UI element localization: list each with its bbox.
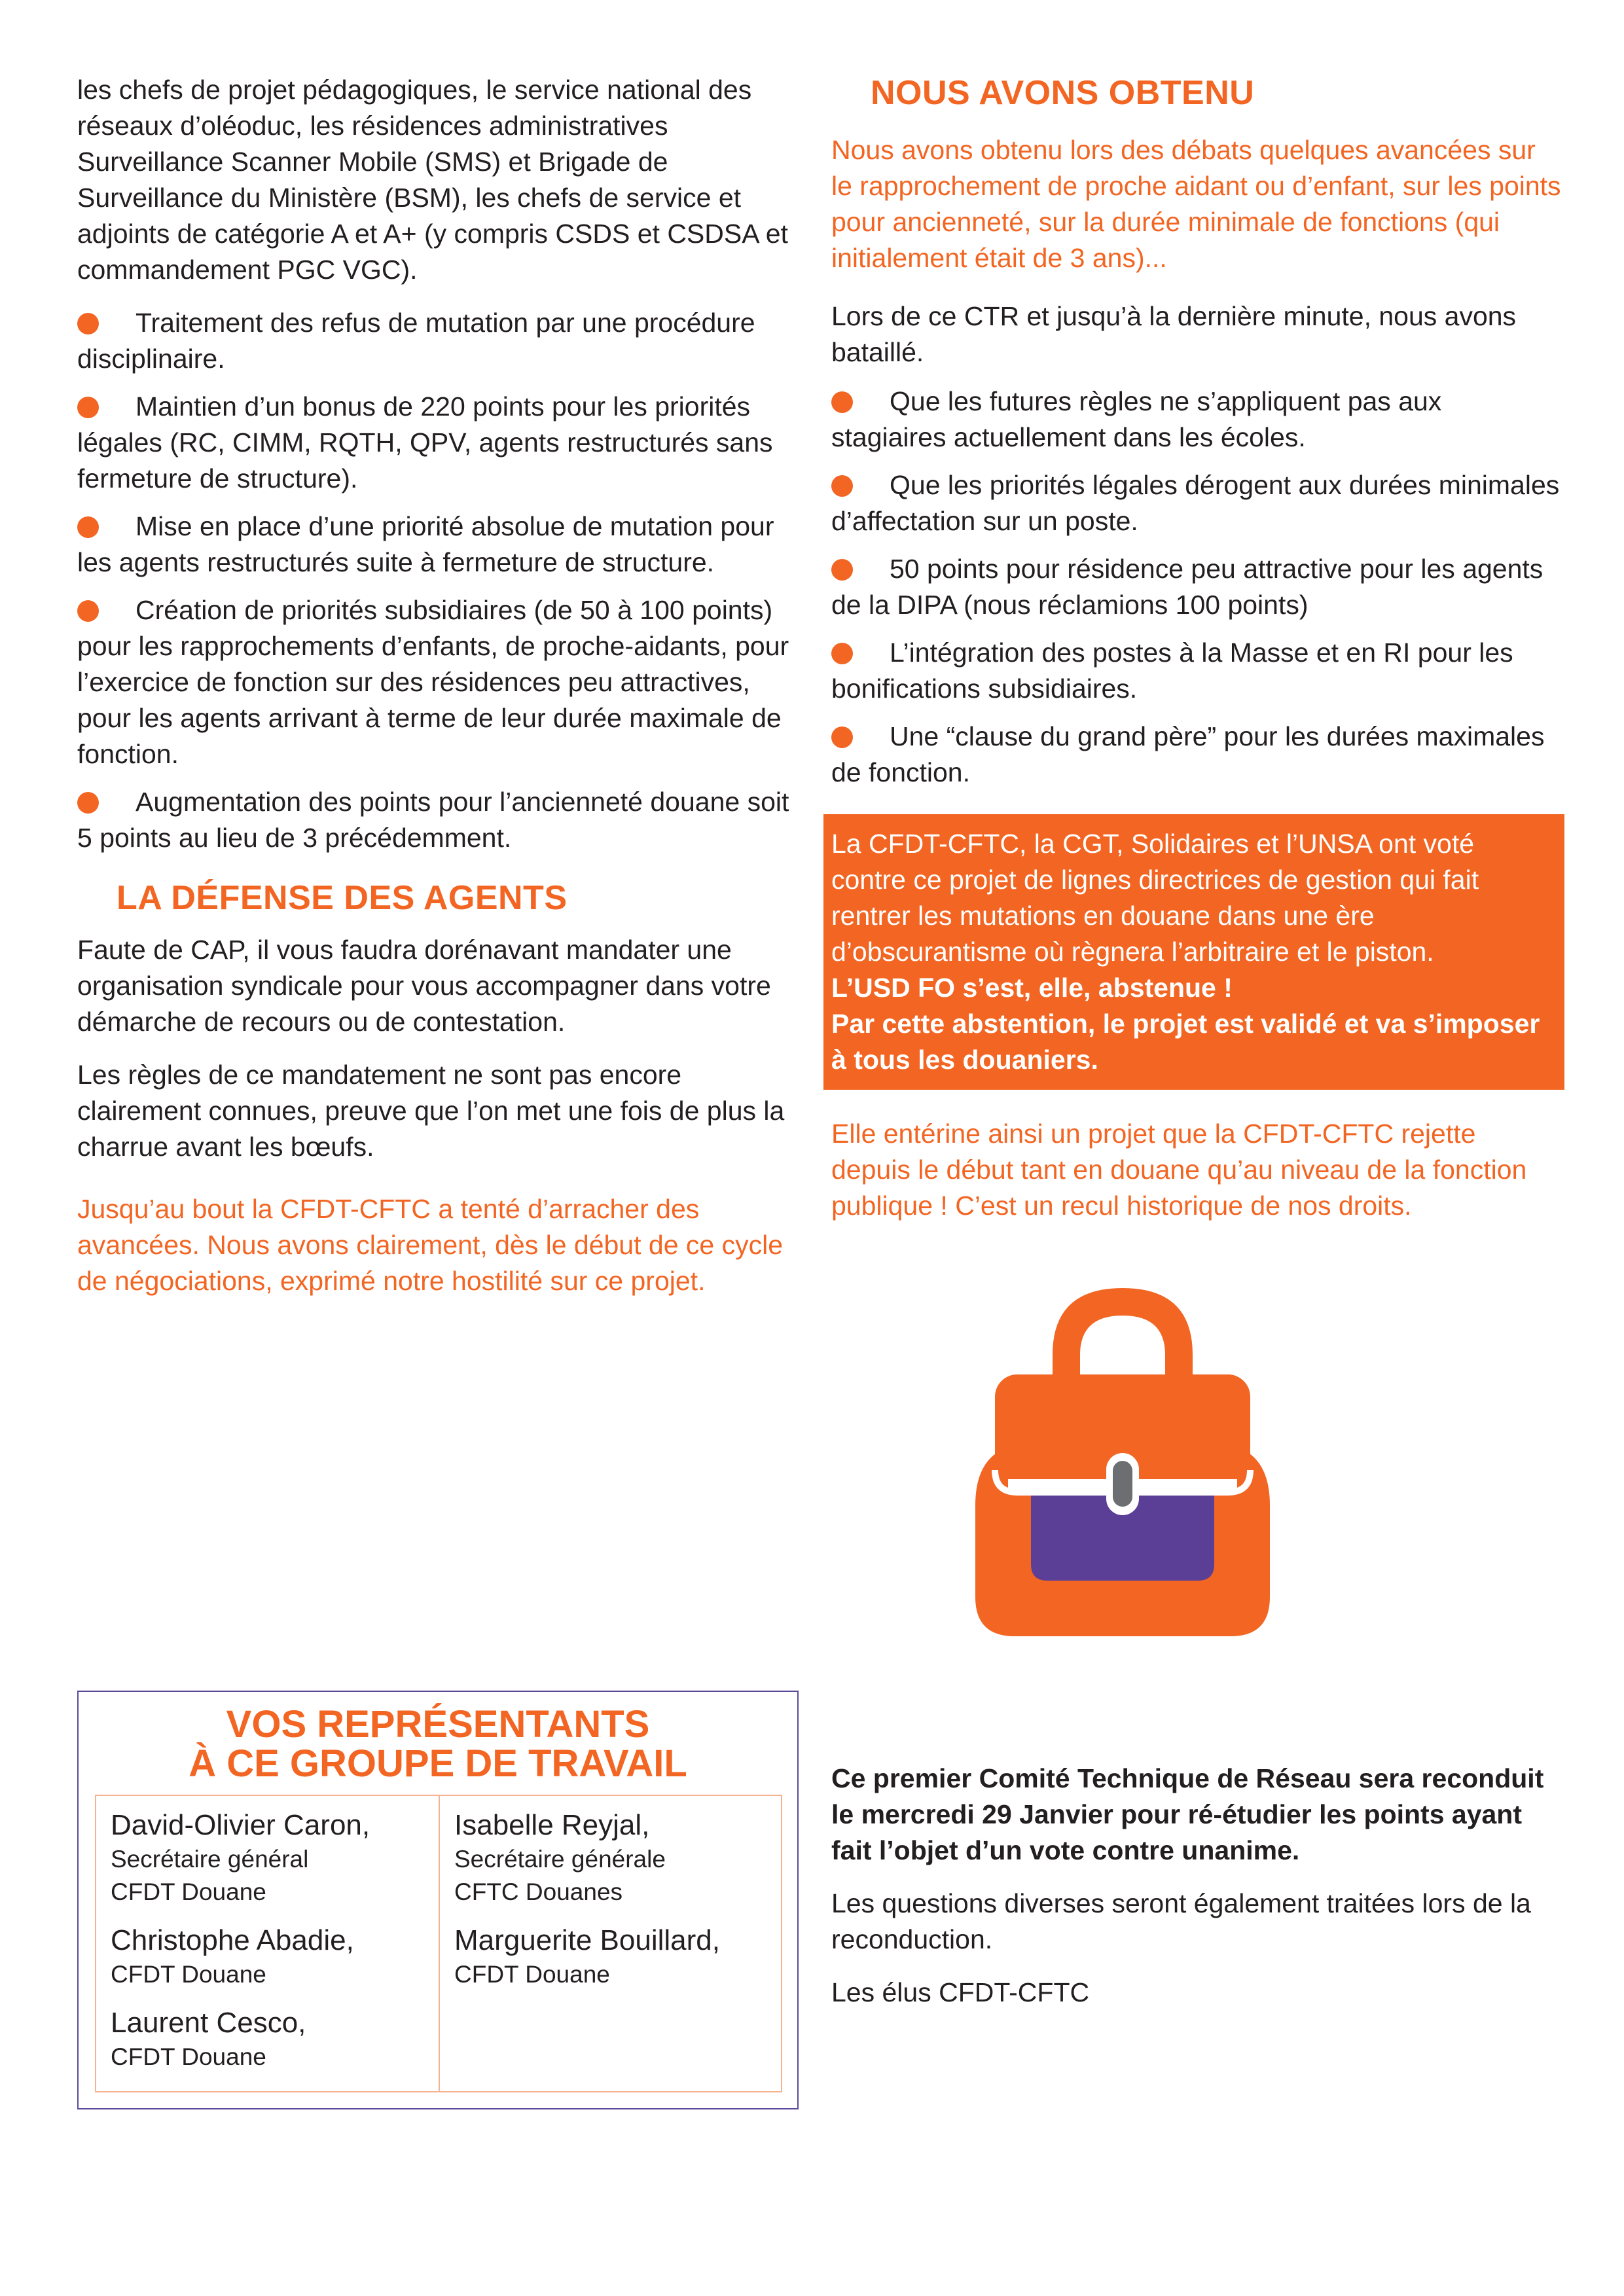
section-title-defense: LA DÉFENSE DES AGENTS [117, 879, 568, 917]
bullet-dot-icon [77, 516, 99, 538]
list-item-text: Que les futures règles ne s’appliquent pas aux stagiaires actuellement dans les écoles. [831, 386, 1442, 452]
backpack-illustration [969, 1283, 1276, 1649]
bullet-dot-icon [831, 391, 853, 413]
bullet-dot-icon [77, 792, 99, 814]
representatives-title-line-2: À CE GROUPE DE TRAVAIL [189, 1742, 687, 1785]
list-item-text: 50 points pour résidence peu attractive pour les agents de la DIPA (nous réclamions 100 points) [831, 554, 1543, 620]
after-callout-paragraph: Elle entérine ainsi un projet que la CFDT-CFTC rejette depuis le début tant en douane qu’au niveau de la fonction publique ! C’est un recul historique de nos droits. [831, 1119, 1527, 1221]
representative-name: David-Olivier Caron, [111, 1809, 370, 1841]
representative-org: CFDT Douane [454, 1961, 610, 1988]
list-item [77, 592, 797, 772]
representative [111, 1923, 424, 1991]
list-item-text: L’intégration des postes à la Masse et en RI pour les bonifications subsidiaires. [831, 637, 1513, 704]
closing-signature: Les élus CFDT-CFTC [831, 1977, 1090, 2007]
defense-paragraph-2: Les règles de ce mandatement ne sont pas encore clairement connues, preuve que l’on met une fois de plus la charrue avant les bœufs. [77, 1060, 785, 1162]
representative-name: Christophe Abadie, [111, 1924, 354, 1956]
list-item [831, 551, 1561, 623]
list-item [77, 509, 797, 581]
backpack-icon [969, 1283, 1276, 1649]
representatives-title [79, 1705, 797, 1784]
representatives-box [77, 1691, 799, 2109]
representatives-table [95, 1795, 782, 2092]
bullet-dot-icon [831, 559, 853, 581]
list-item-text: Maintien d’un bonus de 220 points pour les priorités légales (RC, CIMM, RQTH, QPV, agents restructurés sans fermeture de structure). [77, 391, 773, 493]
representative-role: Secrétaire général [111, 1846, 309, 1873]
bullet-dot-icon [77, 313, 99, 334]
list-item-text: Mise en place d’une priorité absolue de mutation pour les agents restructurés suite à fermeture de structure. [77, 511, 774, 577]
representative-name: Isabelle Reyjal, [454, 1809, 650, 1841]
bullet-dot-icon [831, 643, 853, 664]
representative-org: CFDT Douane [111, 2043, 266, 2070]
list-item [77, 389, 797, 497]
bullet-dot-icon [77, 600, 99, 622]
representative-role: Secrétaire générale [454, 1846, 666, 1873]
representative-org: CFTC Douanes [454, 1878, 623, 1905]
list-item [831, 384, 1561, 456]
right-column [831, 72, 1561, 1241]
representative [111, 2005, 424, 2073]
bullet-dot-icon [831, 726, 853, 748]
list-item-text: Que les priorités légales dérogent aux durées minimales d’affectation sur un poste. [831, 470, 1560, 536]
representative-org: CFDT Douane [111, 1961, 266, 1988]
list-item [831, 635, 1561, 707]
callout-bold-1: L’USD FO s’est, elle, abstenue ! [831, 973, 1233, 1003]
list-item-text: Augmentation des points pour l’ancienneté douane soit 5 points au lieu de 3 précédemment. [77, 787, 789, 853]
list-item [831, 467, 1561, 539]
list-item-text: Traitement des refus de mutation par une procédure disciplinaire. [77, 308, 755, 374]
intro-paragraph: les chefs de projet pédagogiques, le service national des réseaux d’oléoduc, les résidences administratives Surveillance Scanner Mobile (SMS) et Brigade de Surveillance du Ministère (BSM), les chefs de service et adjoints de catégorie A et A+ (y compris CSDS et CSDSA et commandement PGC VGC). [77, 75, 788, 285]
closing-bold-paragraph: Ce premier Comité Technique de Réseau sera reconduit le mercredi 29 Janvier pour ré-étudier les points ayant fait l’objet d’un vote contre unanime. [831, 1763, 1544, 1865]
representative-name: Laurent Cesco, [111, 2007, 306, 2039]
left-column [77, 72, 797, 1316]
representatives-column-left [96, 1796, 439, 2091]
closing-section [831, 1761, 1561, 2028]
representatives-title-line-1: VOS REPRÉSENTANTS [226, 1703, 650, 1746]
list-item-text: Une “clause du grand père” pour les durées maximales de fonction. [831, 721, 1545, 787]
vote-callout [823, 814, 1564, 1090]
defense-paragraph-1: Faute de CAP, il vous faudra dorénavant mandater une organisation syndicale pour vous accompagner dans votre démarche de recours ou de contestation. [77, 935, 771, 1037]
representative [454, 1808, 767, 1909]
defense-paragraph-3: Jusqu’au bout la CFDT-CFTC a tenté d’arracher des avancées. Nous avons clairement, dès le début de ce cycle de négociations, exprimé notre hostilité sur ce projet. [77, 1194, 783, 1296]
obtenu-paragraph: Nous avons obtenu lors des débats quelques avancées sur le rapprochement de proche aidant ou d’enfant, sur les points pour ancienneté, sur la durée minimale de fonctions (qui initialement était de 3 ans)... [831, 135, 1561, 273]
callout-bold-2: Par cette abstention, le projet est validé et va s’imposer à tous les douaniers. [831, 1009, 1540, 1075]
section-title-obtenu: NOUS AVONS OBTENU [871, 74, 1255, 112]
list-item [77, 784, 797, 856]
representatives-column-right [439, 1796, 781, 2091]
representative [111, 1808, 424, 1909]
ctr-paragraph: Lors de ce CTR et jusqu’à la dernière minute, nous avons bataillé. [831, 301, 1517, 367]
representative [454, 1923, 767, 1991]
callout-text: La CFDT-CFTC, la CGT, Solidaires et l’UNSA ont voté contre ce projet de lignes directrices de gestion qui fait rentrer les mutations en douane dans une ère d’obscurantisme où règnera l’arbitraire et le piston. [831, 829, 1479, 967]
list-item-text: Création de priorités subsidiaires (de 50 à 100 points) pour les rapprochements d’enfants, de proche-aidants, pour l’exercice de fonction sur des résidences peu attractives, pour les agents arrivant à terme de leur durée maximale de fonction. [77, 595, 789, 769]
bullet-dot-icon [77, 397, 99, 418]
representative-name: Marguerite Bouillard, [454, 1924, 720, 1956]
closing-paragraph-2: Les questions diverses seront également traitées lors de la reconduction. [831, 1888, 1531, 1954]
list-item [831, 719, 1561, 791]
bullet-dot-icon [831, 475, 853, 497]
representative-org: CFDT Douane [111, 1878, 266, 1905]
list-item [77, 305, 797, 377]
